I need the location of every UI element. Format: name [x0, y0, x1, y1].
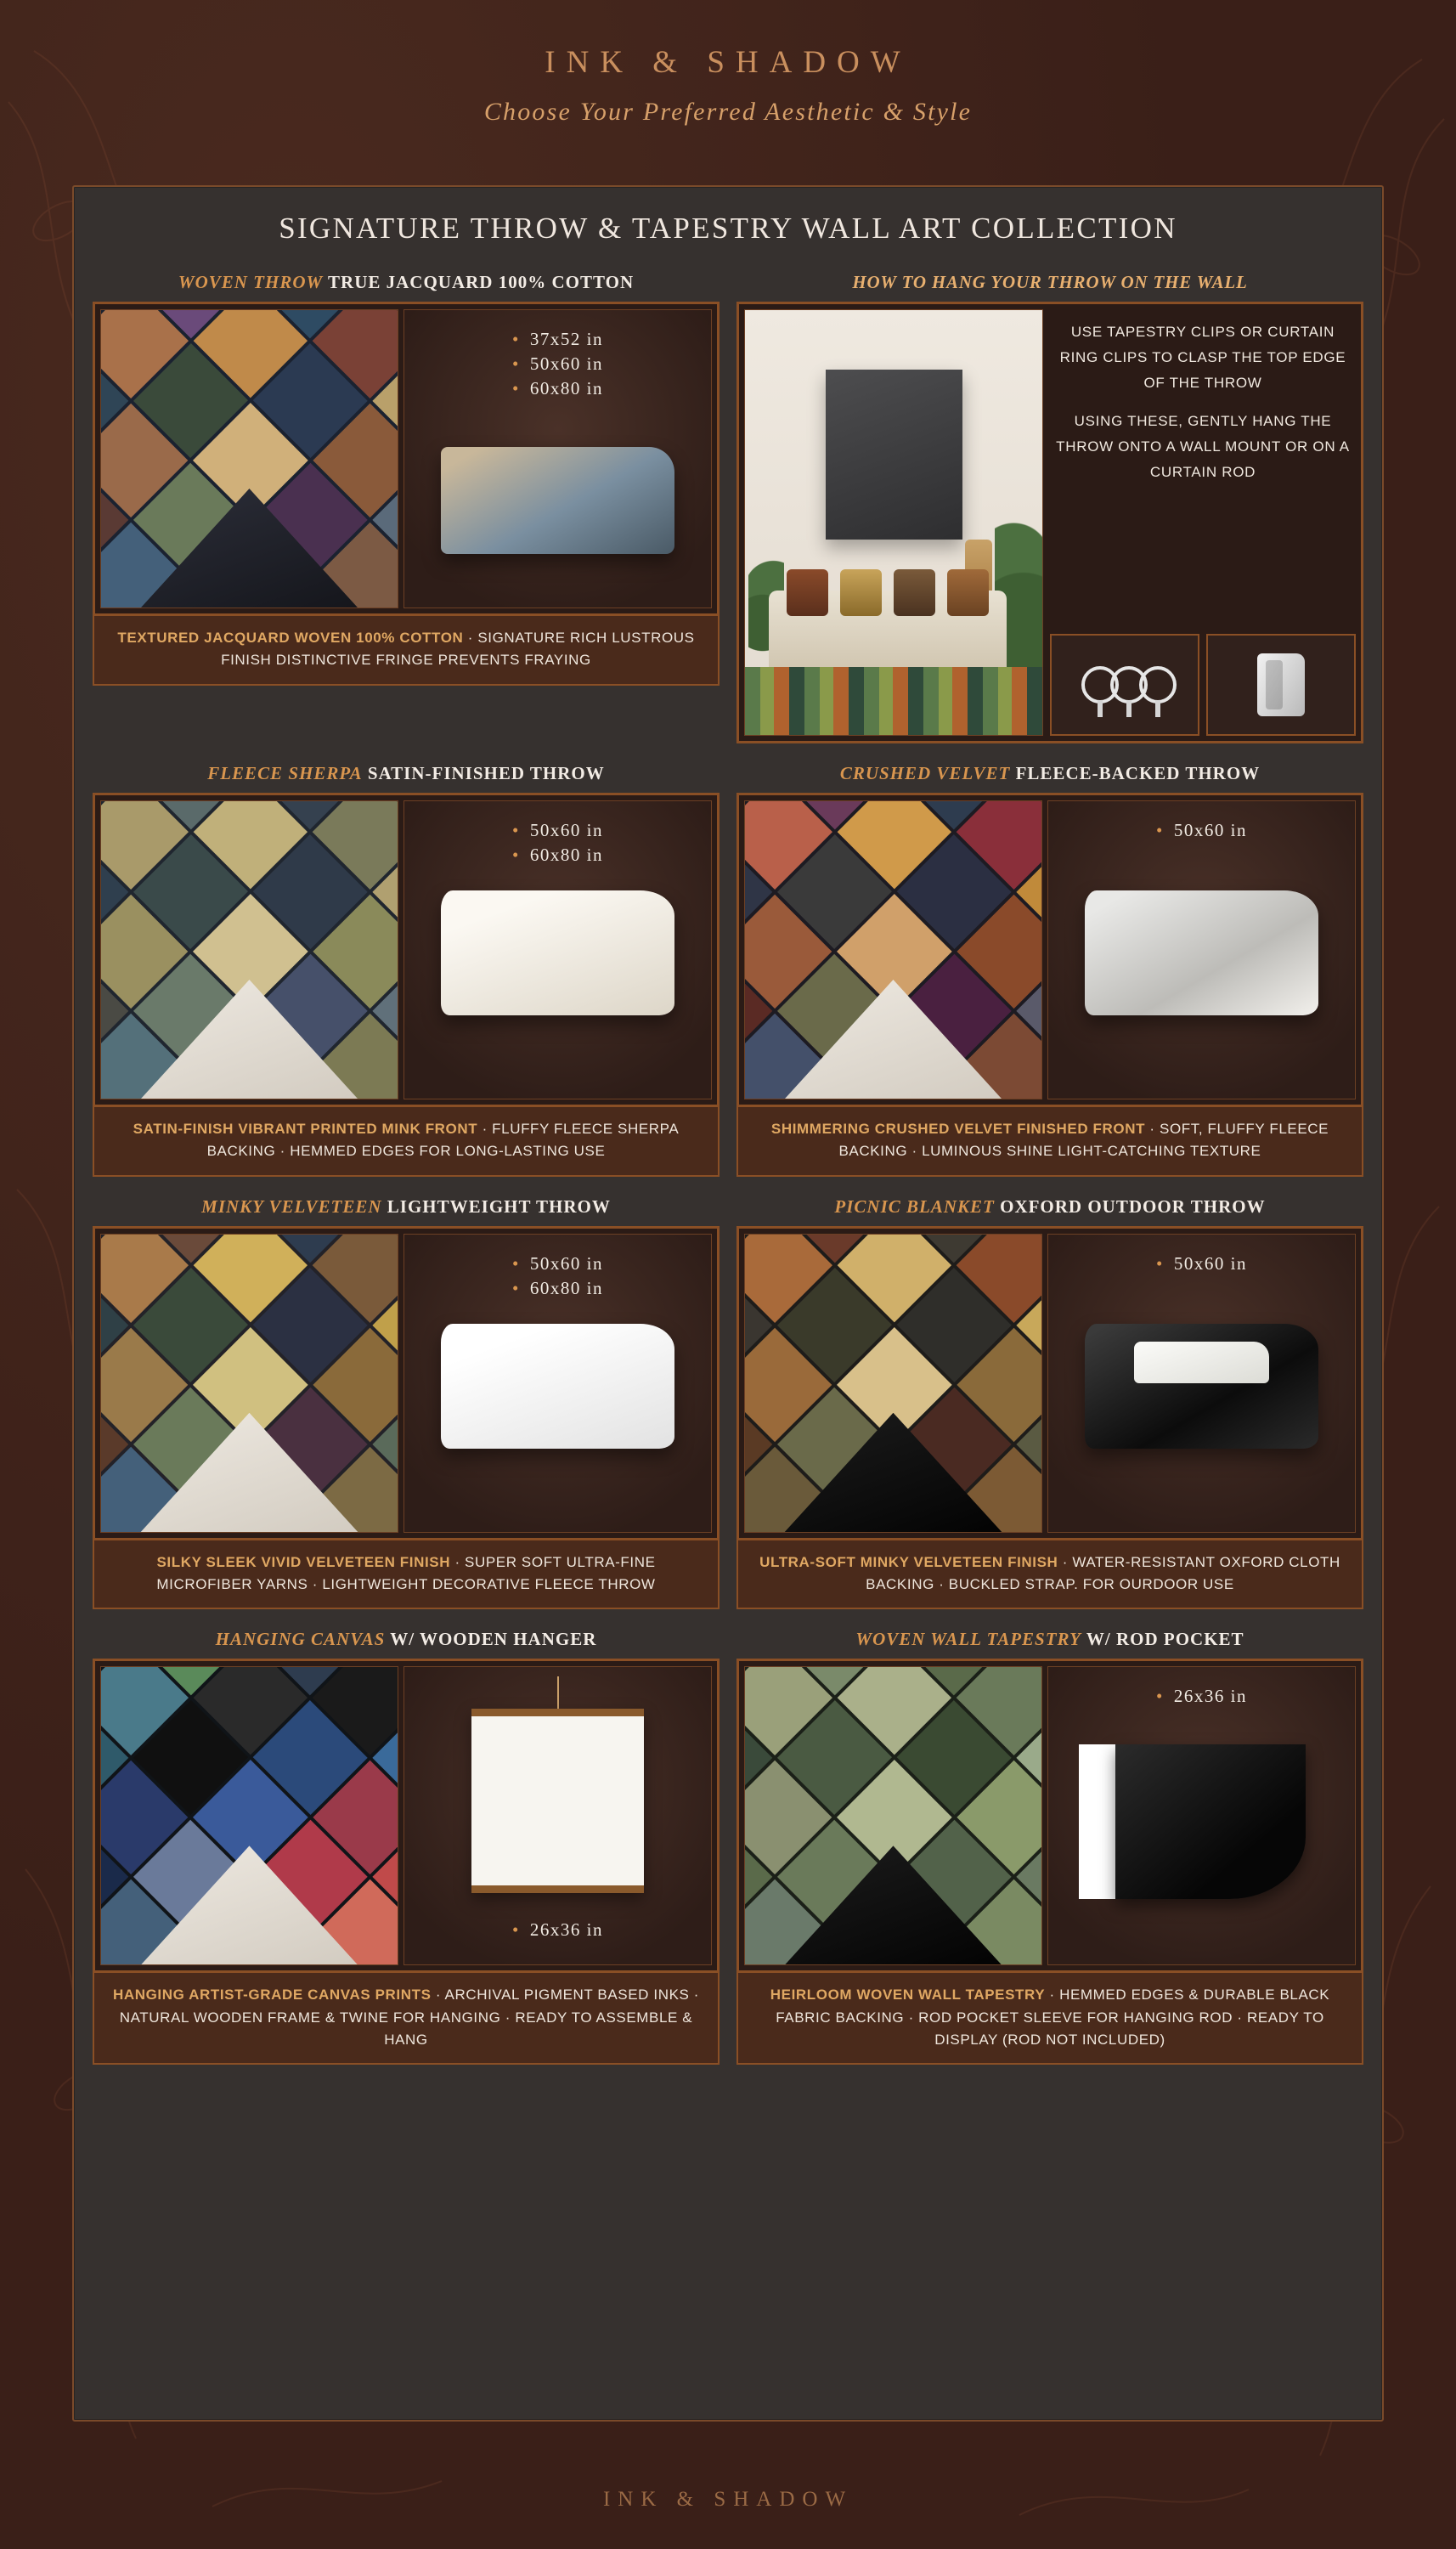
size-option: • 37x52 in [404, 329, 711, 350]
size-list-fleece-sherpa [404, 820, 711, 869]
description-rest: · SIGNATURE RICH LUSTROUS FINISH DISTINCTIVE FRINGE PREVENTS FRAYING [221, 630, 695, 669]
how-to-hang-heading: HOW TO HANG YOUR THROW ON THE WALL [852, 272, 1248, 292]
product-title-emphasis: HANGING CANVAS [215, 1629, 386, 1650]
description-lead: SATIN-FINISH VIBRANT PRINTED MINK FRONT [133, 1121, 478, 1137]
product-images-fleece-sherpa [93, 793, 720, 1107]
size-option: • 26x36 in [404, 1919, 711, 1941]
description-rest: · FLUFFY FLEECE SHERPA BACKING · HEMMED EDGES FOR LONG-LASTING USE [206, 1121, 680, 1160]
size-option: • 50x60 in [404, 353, 711, 375]
how-to-hang-block [736, 264, 1363, 743]
size-list-minky-velveteen [404, 1253, 711, 1303]
product-block-woven-throw [93, 264, 720, 743]
masthead-tagline: Choose Your Preferred Aesthetic & Style [483, 98, 973, 126]
product-title-woven-throw [93, 264, 720, 302]
product-title-rest: SATIN-FINISHED THROW [367, 763, 605, 783]
product-description-fleece-sherpa [93, 1107, 720, 1177]
product-title-crushed-velvet [736, 755, 1363, 793]
description-lead: ULTRA-SOFT MINKY VELVETEEN FINISH [759, 1553, 1058, 1570]
product-title-woven-wall-tapestry [736, 1621, 1363, 1659]
product-block-crushed-velvet [736, 755, 1363, 1177]
size-option: • 50x60 in [1048, 1253, 1355, 1274]
product-photo-front [100, 800, 398, 1099]
size-option: • 60x80 in [404, 845, 711, 866]
product-title-rest: TRUE JACQUARD 100% COTTON [328, 272, 635, 292]
footer-brand: INK & SHADOW [602, 2488, 854, 2511]
product-title-minky-velveteen [93, 1189, 720, 1226]
product-photo-front [100, 1234, 398, 1533]
product-title-rest: W/ ROD POCKET [1086, 1629, 1244, 1650]
product-title-emphasis: WOVEN WALL TAPESTRY [855, 1629, 1082, 1650]
product-images-crushed-velvet [736, 793, 1363, 1107]
how-to-hang-instructions [1050, 309, 1356, 736]
hang-hardware-icons [1050, 634, 1356, 736]
product-photo-front [744, 800, 1042, 1099]
size-option: • 50x60 in [404, 1253, 711, 1274]
size-list-woven-throw [404, 329, 711, 403]
description-rest: · SUPER SOFT ULTRA-FINE MICROFIBER YARNS · LIGHTWEIGHT DECORATIVE FLEECE THROW [156, 1553, 656, 1593]
brand-title: INK & SHADOW [545, 45, 911, 80]
description-lead: TEXTURED JACQUARD WOVEN 100% COTTON [117, 630, 464, 646]
size-option: • 60x80 in [404, 378, 711, 399]
product-title-emphasis: CRUSHED VELVET [839, 763, 1011, 783]
page-title: SIGNATURE THROW & TAPESTRY WALL ART COLLECTION [279, 212, 1177, 245]
size-list-picnic-blanket [1048, 1253, 1355, 1278]
size-list-woven-wall-tapestry [1048, 1686, 1355, 1710]
size-list-hanging-canvas [404, 1919, 711, 1944]
tapestry-clip-icon [1206, 634, 1356, 736]
product-title-rest: OXFORD OUTDOOR THROW [1000, 1195, 1266, 1217]
product-title-rest: W/ WOODEN HANGER [390, 1629, 597, 1650]
product-description-minky-velveteen [93, 1540, 720, 1610]
product-images-woven-wall-tapestry [736, 1659, 1363, 1973]
product-title-hanging-canvas [93, 1621, 720, 1659]
product-photo-front [100, 309, 398, 608]
product-block-minky-velveteen [93, 1189, 720, 1610]
description-lead: HEIRLOOM WOVEN WALL TAPESTRY [770, 1987, 1046, 2004]
product-block-woven-wall-tapestry [736, 1621, 1363, 2065]
product-title-emphasis: MINKY VELVETEEN [201, 1195, 382, 1217]
product-photo-detail [1047, 1234, 1356, 1533]
product-description-hanging-canvas [93, 1973, 720, 2065]
product-photo-front [100, 1666, 398, 1965]
masthead [0, 0, 1456, 127]
product-title-picnic-blanket [736, 1189, 1363, 1226]
product-description-woven-throw [93, 616, 720, 686]
product-title-fleece-sherpa [93, 755, 720, 793]
description-rest: · SOFT, FLUFFY FLEECE BACKING · LUMINOUS SHINE LIGHT-CATCHING TEXTURE [838, 1121, 1329, 1160]
product-block-hanging-canvas [93, 1621, 720, 2065]
size-option: • 60x80 in [404, 1278, 711, 1299]
curtain-ring-clips-icon [1050, 634, 1199, 736]
size-option: • 26x36 in [1048, 1686, 1355, 1707]
how-to-hang-body [736, 302, 1363, 743]
product-images-minky-velveteen [93, 1226, 720, 1540]
product-photo-front [744, 1234, 1042, 1533]
product-photo-detail [404, 800, 712, 1099]
room-photo [744, 309, 1043, 736]
product-title-emphasis: WOVEN THROW [178, 272, 324, 292]
product-grid [74, 264, 1382, 2077]
product-photo-detail [404, 1666, 712, 1965]
product-photo-detail [1047, 1666, 1356, 1965]
description-lead: SHIMMERING CRUSHED VELVET FINISHED FRONT [770, 1121, 1146, 1137]
size-list-crushed-velvet [1048, 820, 1355, 845]
product-title-emphasis: FLEECE SHERPA [207, 763, 363, 783]
product-block-fleece-sherpa [93, 755, 720, 1177]
product-title-rest: FLEECE-BACKED THROW [1015, 763, 1261, 783]
product-photo-detail [404, 1234, 712, 1533]
instruction-paragraph-2: USING THESE, GENTLY HANG THE THROW ONTO A WALL MOUNT OR ON A CURTAIN ROD [1056, 413, 1350, 480]
description-rest: · ARCHIVAL PIGMENT BASED INKS · NATURAL WOODEN FRAME & TWINE FOR HANGING · READY TO ASSEMBLE & HANG [119, 1987, 700, 2049]
size-option: • 50x60 in [404, 820, 711, 841]
product-photo-detail [1047, 800, 1356, 1099]
instruction-paragraph-1: USE TAPESTRY CLIPS OR CURTAIN RING CLIPS TO CLASP THE TOP EDGE OF THE THROW [1059, 324, 1346, 391]
product-images-hanging-canvas [93, 1659, 720, 1973]
description-lead: HANGING ARTIST-GRADE CANVAS PRINTS [112, 1987, 432, 2004]
description-rest: · HEMMED EDGES & DURABLE BLACK FABRIC BACKING · ROD POCKET SLEEVE FOR HANGING ROD · READY TO DISPLAY (ROD NOT INCLUDED) [776, 1987, 1330, 2049]
product-photo-detail [404, 309, 712, 608]
description-rest: · WATER-RESISTANT OXFORD CLOTH BACKING · BUCKLED STRAP. FOR OURDOOR USE [866, 1553, 1340, 1593]
product-description-picnic-blanket [736, 1540, 1363, 1610]
product-images-woven-throw [93, 302, 720, 616]
product-description-woven-wall-tapestry [736, 1973, 1363, 2065]
product-description-crushed-velvet [736, 1107, 1363, 1177]
collection-panel [72, 185, 1384, 2422]
description-lead: SILKY SLEEK VIVID VELVETEEN FINISH [156, 1553, 451, 1570]
product-block-picnic-blanket [736, 1189, 1363, 1610]
size-option: • 50x60 in [1048, 820, 1355, 841]
product-images-picnic-blanket [736, 1226, 1363, 1540]
product-title-rest: LIGHTWEIGHT THROW [387, 1195, 611, 1217]
product-title-emphasis: PICNIC BLANKET [834, 1195, 995, 1217]
product-photo-front [744, 1666, 1042, 1965]
